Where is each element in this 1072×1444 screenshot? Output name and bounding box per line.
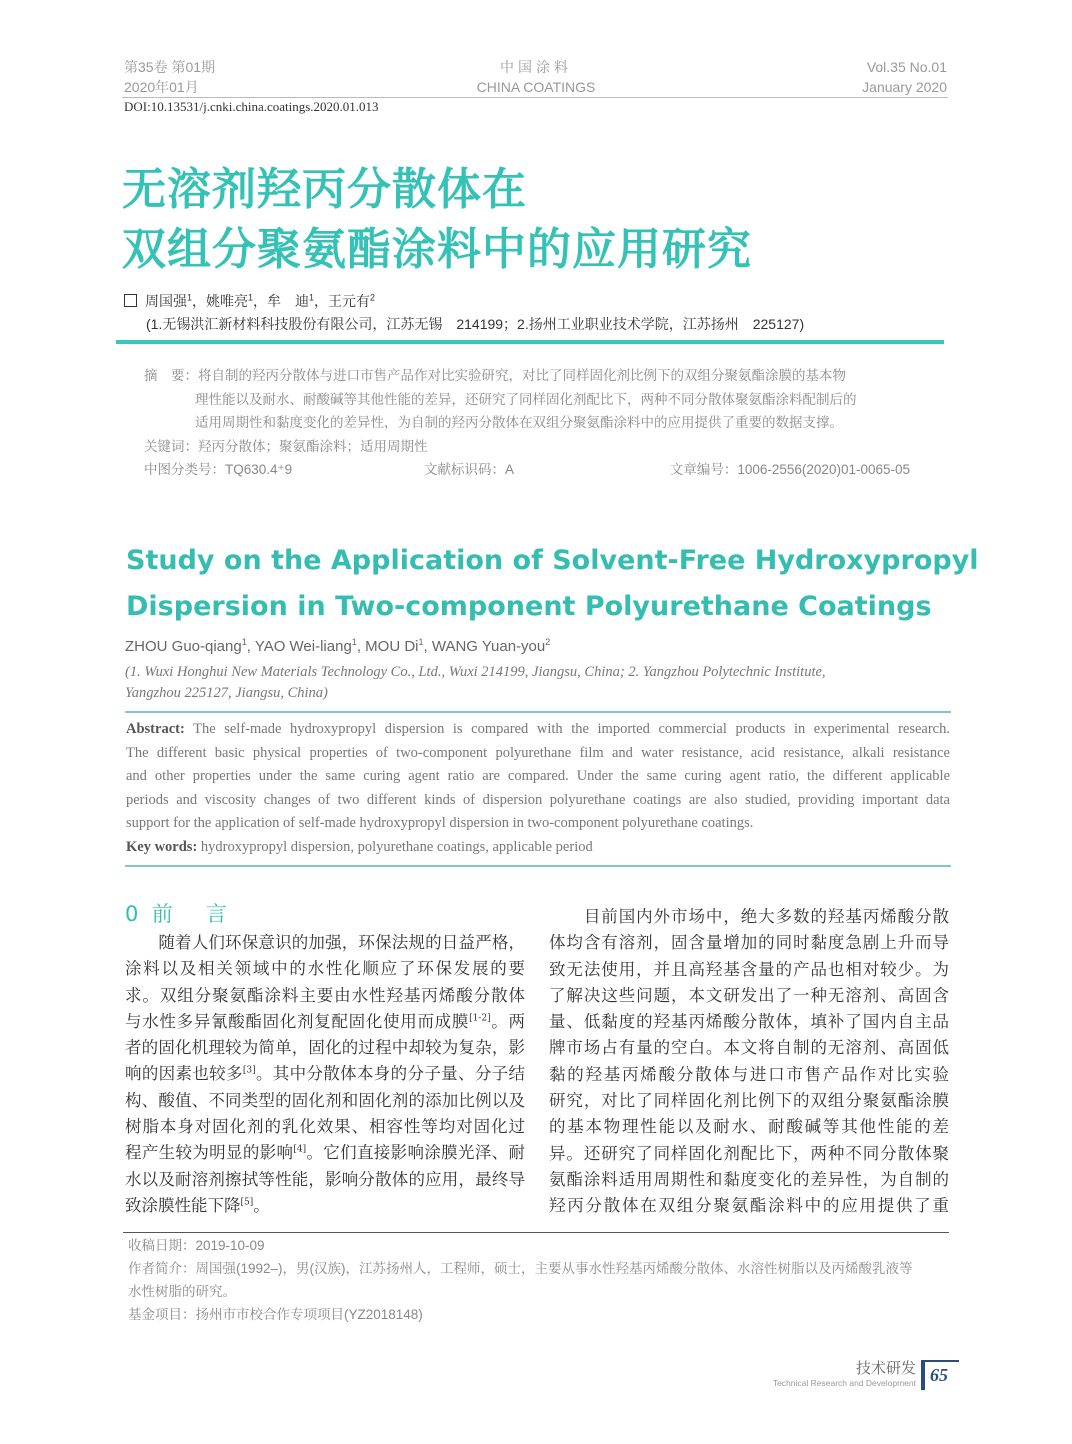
section-name-en: Technical Research and Development <box>772 1378 916 1388</box>
keywords-en-label: Key words: <box>126 838 198 855</box>
abstract-cn-line: 理性能以及耐水、耐酸碱等其他性能的差异，还研究了同样固化剂配比下，两种不同分散体聚氨酯涂料配制后的 <box>195 391 857 407</box>
body-line: 牌市场占有量的空白。本文将自制的无溶剂、高固低 <box>549 1038 949 1058</box>
abstract-en-line: The different basic physical properties of two-component polyurethane film and water resistance, acid resistance, alkali resistance <box>126 744 950 761</box>
body-line: 求。双组分聚氨酯涂料主要由水性羟基丙烯酸分散体 <box>125 985 525 1005</box>
section-title: 前 言 <box>151 902 233 926</box>
body-line: 目前国内外市场中，绝大多数的羟基丙烯酸分散 <box>549 907 949 926</box>
page-number-box <box>921 1360 959 1390</box>
body-column-right <box>549 904 949 1220</box>
title-cn <box>122 160 752 280</box>
abstract-en-label: Abstract: <box>126 721 185 737</box>
body-line: 异。还研究了同样固化剂配比下，两种不同分散体聚 <box>549 1143 949 1163</box>
abstract-cn <box>144 364 914 482</box>
section-name-cn: 技术研发 <box>855 1360 916 1377</box>
affiliation-mark: 1 <box>187 292 193 303</box>
funding: 基金项目：扬州市市校合作专项项目(YZ2018148) <box>128 1307 423 1322</box>
affiliation-mark: 1 <box>309 292 315 303</box>
page-number: 65 <box>930 1365 948 1385</box>
affiliation-mark: 1 <box>351 637 357 647</box>
title-en-line: Study on the Application of Solvent-Free Hydroxypropyl <box>126 545 979 576</box>
author: ZHOU Guo-qiang <box>125 638 242 655</box>
author-bio-cont: 水性树脂的研究。 <box>128 1284 236 1299</box>
keywords-cn: 关键词：羟丙分散体；聚氨酯涂料；适用周期性 <box>144 438 428 454</box>
abstract-en-line: The self-made hydroxypropyl dispersion is compared with the imported commercial products in experimental research. <box>184 721 950 737</box>
author: 周国强 <box>145 293 187 309</box>
body-line: 涂料以及相关领域中的水性化顺应了环保发展的要 <box>125 959 525 979</box>
body-line: 者的固化机理较为简单，固化的过程中却较为复杂，影 <box>125 1038 525 1058</box>
footnote-rule <box>123 1232 949 1233</box>
author: 牟 迪 <box>267 293 310 309</box>
doi: DOI:10.13531/j.cnki.china.coatings.2020.01.013 <box>124 99 379 114</box>
abstract-cn-label: 摘 要： <box>144 368 198 383</box>
article-number: 文章编号：1006-2556(2020)01-0065-05 <box>669 462 910 477</box>
section-number: 0 <box>125 902 139 926</box>
document-code: 文献标识码：A <box>424 462 515 477</box>
received-date: 收稿日期：2019-10-09 <box>128 1238 265 1253</box>
affiliation-en-line: (1. Wuxi Honghui New Materials Technology Co., Ltd., Wuxi 214199, Jiangsu, China; 2. Yangzhou Polytechnic Institute, <box>125 664 826 680</box>
body-line: 树脂本身对固化剂的乳化效果、相容性等均对固化过 <box>125 1117 525 1137</box>
volume-issue: 第35卷 第01期 <box>124 59 216 75</box>
classification-number: 中图分类号：TQ630.4⁺9 <box>144 462 293 477</box>
body-line: 体均含有溶剂，固含量增加的同时黏度急剧上升而导 <box>549 933 949 953</box>
body-line: 量、低黏度的羟基丙烯酸分散体，填补了国内自主品 <box>549 1012 949 1032</box>
body-line: 羟丙分散体在双组分聚氨酯涂料中的应用提供了重 <box>549 1196 949 1216</box>
affiliation-en-line: Yangzhou 225127, Jiangsu, China) <box>125 685 328 701</box>
author-bio: 作者简介：周国强(1992–)，男(汉族)，江苏扬州人，工程师，硕士，主要从事水性羟基丙烯酸分散体、水溶性树脂以及丙烯酸乳液等 <box>128 1261 913 1276</box>
journal-issue <box>124 57 215 97</box>
body-line: 氨酯涂料适用周期性和黏度变化的差异性，为自制的 <box>549 1169 949 1189</box>
body-line: 程产生较为明显的影响[4]。它们直接影响涂膜光泽、耐 <box>125 1143 526 1163</box>
affiliation-mark: 1 <box>418 637 424 647</box>
section-heading <box>125 898 233 928</box>
abstract-en <box>126 718 950 860</box>
square-bullet-icon <box>124 294 137 307</box>
body-line: 响的因素也较多[3]。其中分散体本身的分子量、分子结 <box>125 1064 526 1084</box>
author: 姚唯亮 <box>206 293 249 309</box>
affiliation-en <box>125 662 826 704</box>
journal-name-cn: 中国涂料 <box>500 59 572 75</box>
abstract-rule-top <box>125 711 951 713</box>
affiliation-mark: 2 <box>370 292 376 303</box>
footer-section <box>773 1360 916 1388</box>
body-column-left <box>125 930 525 1219</box>
abstract-cn-line: 将自制的羟丙分散体与进口市售产品作对比实验研究，对比了同样固化剂比例下的双组分聚氨酯涂膜的基本物 <box>198 368 846 383</box>
authors-cn: 周国强$^1$，姚唯亮$^1$，牟 迪$^1$，王元有$^2$ <box>124 291 375 311</box>
abstract-cn-line: 适用周期性和黏度变化的差异性，为自制的羟丙分散体在双组分聚氨酯涂料中的应用提供了重要的数据支撑。 <box>195 415 843 430</box>
issue-date: 2020年01月 <box>124 79 199 95</box>
body-line: 研究，对比了同样固化剂比例下的双组分聚氨酯涂膜 <box>549 1091 949 1111</box>
keywords-en: hydroxypropyl dispersion, polyurethane coatings, applicable period <box>197 838 593 855</box>
abstract-en-line: periods and viscosity changes of two different kinds of dispersion polyurethane coatings are also studied, providing important data <box>126 791 950 808</box>
body-line: 的基本物理性能以及耐水、耐酸碱等其他性能的差 <box>549 1117 949 1137</box>
body-line: 构、酸值、不同类型的固化剂和固化剂的添加比例以及 <box>125 1090 525 1110</box>
header-divider <box>122 97 948 98</box>
abstract-rule-bottom <box>125 865 951 867</box>
body-line: 致无法使用，并且高羟基含量的产品也相对较少。为 <box>549 959 949 979</box>
journal-volume-en <box>862 57 947 97</box>
footnotes <box>128 1234 913 1326</box>
affiliation-cn: (1.无锡洪汇新材料科技股份有限公司，江苏无锡 214199；2.扬州工业职业技术学院，江苏扬州 225127) <box>146 316 805 332</box>
body-line: 了解决这些问题，本文研发出了一种无溶剂、高固含 <box>549 985 949 1005</box>
abstract-en-line: and other properties under the same curing agent ratio are compared. Under the same curing agent ratio, the different applicable <box>126 768 950 785</box>
title-cn-line: 无溶剂羟丙分散体在 <box>122 164 527 215</box>
date-en: January 2020 <box>862 79 947 95</box>
journal-name-en: CHINA COATINGS <box>476 79 596 95</box>
title-rule <box>116 340 944 344</box>
title-en-line: Dispersion in Two-component Polyurethane Coatings <box>126 591 932 622</box>
affiliation-mark: 1 <box>248 292 254 303</box>
body-line: 致涂膜性能下降[5]。 <box>125 1195 270 1215</box>
body-line: 水以及耐溶剂擦拭等性能，影响分散体的应用，最终导 <box>125 1169 525 1189</box>
authors-en: ZHOU Guo-qiang$^1$, YAO Wei-liang$^1$, MOU Di$^1$, WANG Yuan-you$^2$ <box>125 637 551 655</box>
affiliation-mark: 1 <box>241 637 247 647</box>
body-line: 随着人们环保意识的加强，环保法规的日益严格， <box>125 933 525 952</box>
author: YAO Wei-liang <box>254 638 352 655</box>
affiliation-mark: 2 <box>545 637 551 647</box>
journal-name <box>436 57 636 97</box>
author: WANG Yuan-you <box>431 638 546 655</box>
title-cn-line: 双组分聚氨酯涂料中的应用研究 <box>122 224 752 275</box>
body-line: 黏的羟基丙烯酸分散体与进口市售产品作对比实验 <box>549 1064 949 1084</box>
author: MOU Di <box>365 638 419 655</box>
volume-en: Vol.35 No.01 <box>866 59 947 75</box>
body-line: 与水性多异氰酸酯固化剂复配固化使用而成膜[1-2]。两 <box>125 1011 526 1031</box>
author: 王元有 <box>328 293 371 309</box>
abstract-en-line: support for the application of self-made hydroxypropyl dispersion in two-component polyurethane coatings. <box>126 815 754 832</box>
title-en <box>126 538 979 630</box>
